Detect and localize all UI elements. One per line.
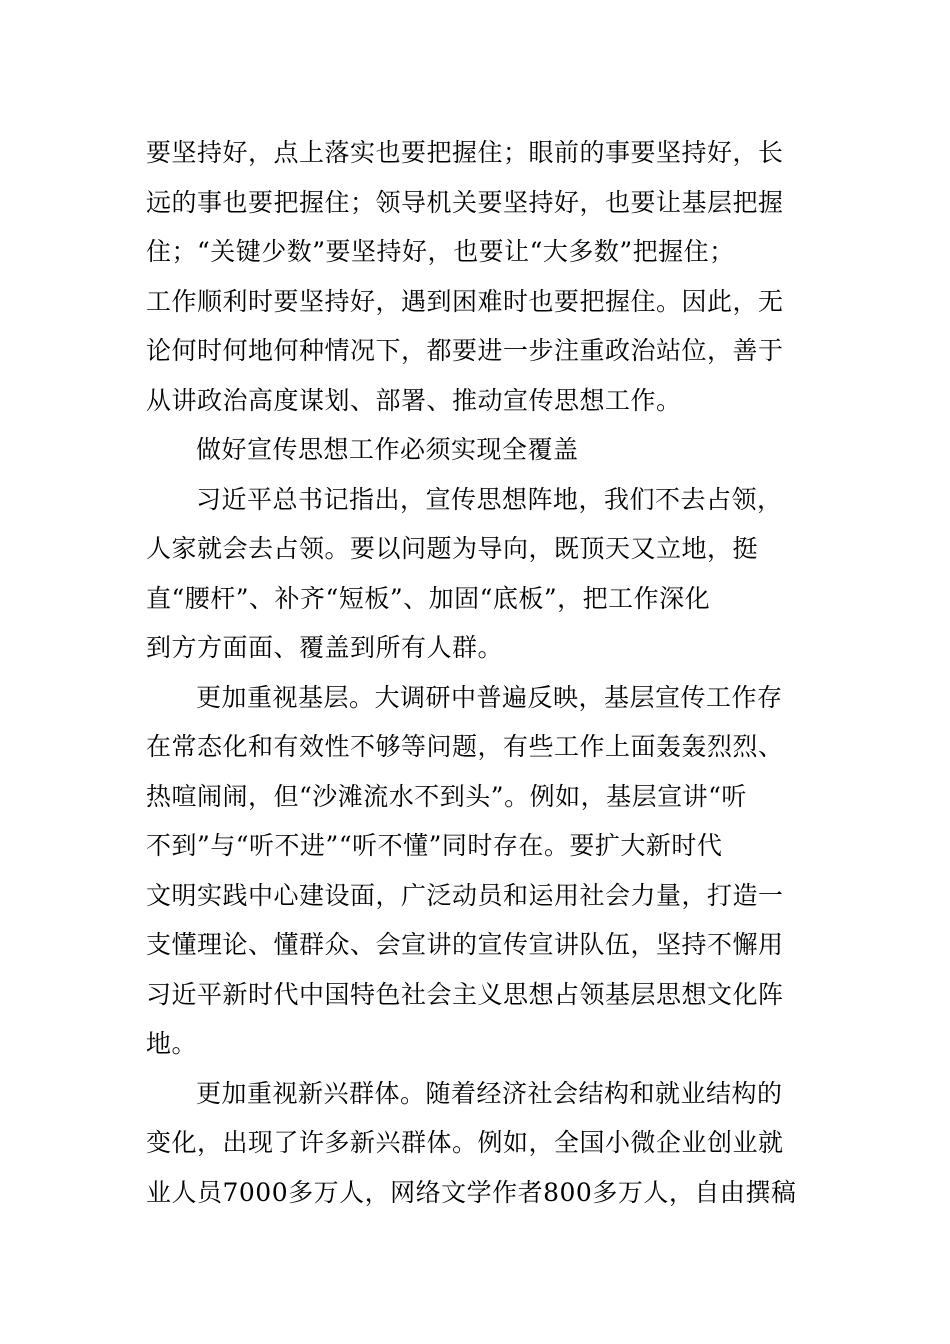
text-line: 热喧闹闹，但“沙滩流水不到头”。例如，基层宣讲“听 bbox=[146, 781, 747, 811]
text-line: 远的事也要把握住；领导机关要坚持好，也要让基层把握 bbox=[146, 187, 784, 217]
text-line: 直“腰杆”、补齐“短板”、加固“底板”，把工作深化 bbox=[146, 583, 711, 613]
text-line: 习近平新时代中国特色社会主义思想占领基层思想文化阵 bbox=[146, 979, 784, 1009]
body-text bbox=[146, 128, 806, 1217]
text-line: 到方方面面、覆盖到所有人群。 bbox=[146, 633, 504, 662]
text-line: 工作顺利时要坚持好，遇到困难时也要把握住。因此，无 bbox=[146, 286, 784, 316]
section-heading: 做好宣传思想工作必须实现全覆盖 bbox=[196, 435, 579, 464]
text-line: 业人员7000多万人，网络文学作者800多万人，自由撰稿 bbox=[146, 1177, 797, 1207]
text-line: 人家就会去占领。要以问题为导向，既顶天又立地，挺 bbox=[146, 534, 759, 563]
text-line: 从讲政治高度谋划、部署、推动宣传思想工作。 bbox=[146, 385, 682, 415]
text-line: 要坚持好，点上落实也要把握住；眼前的事要坚持好，长 bbox=[146, 138, 784, 167]
text-line: 论何时何地何种情况下，都要进一步注重政治站位，善于 bbox=[146, 336, 784, 365]
text-line: 住；“关键少数”要坚持好，也要让“大多数”把握住； bbox=[146, 237, 735, 266]
text-line: 支懂理论、懂群众、会宣讲的宣传宣讲队伍，坚持不懈用 bbox=[146, 930, 784, 959]
paragraph-first-line: 更加重视基层。大调研中普遍反映，基层宣传工作存 bbox=[196, 682, 783, 712]
text-line: 在常态化和有效性不够等问题，有些工作上面轰轰烈烈、 bbox=[146, 732, 784, 761]
text-line: 不到”与“听不进”“听不懂”同时存在。要扩大新时代 bbox=[146, 831, 723, 860]
text-line: 文明实践中心建设面，广泛动员和运用社会力量，打造一 bbox=[146, 880, 784, 910]
paragraph-first-line: 更加重视新兴群体。随着经济社会结构和就业结构的 bbox=[196, 1078, 783, 1108]
paragraph-first-line: 习近平总书记指出，宣传思想阵地，我们不去占领， bbox=[196, 484, 783, 514]
text-line: 地。 bbox=[146, 1029, 198, 1058]
text-line: 变化，出现了许多新兴群体。例如，全国小微企业创业就 bbox=[146, 1128, 784, 1157]
